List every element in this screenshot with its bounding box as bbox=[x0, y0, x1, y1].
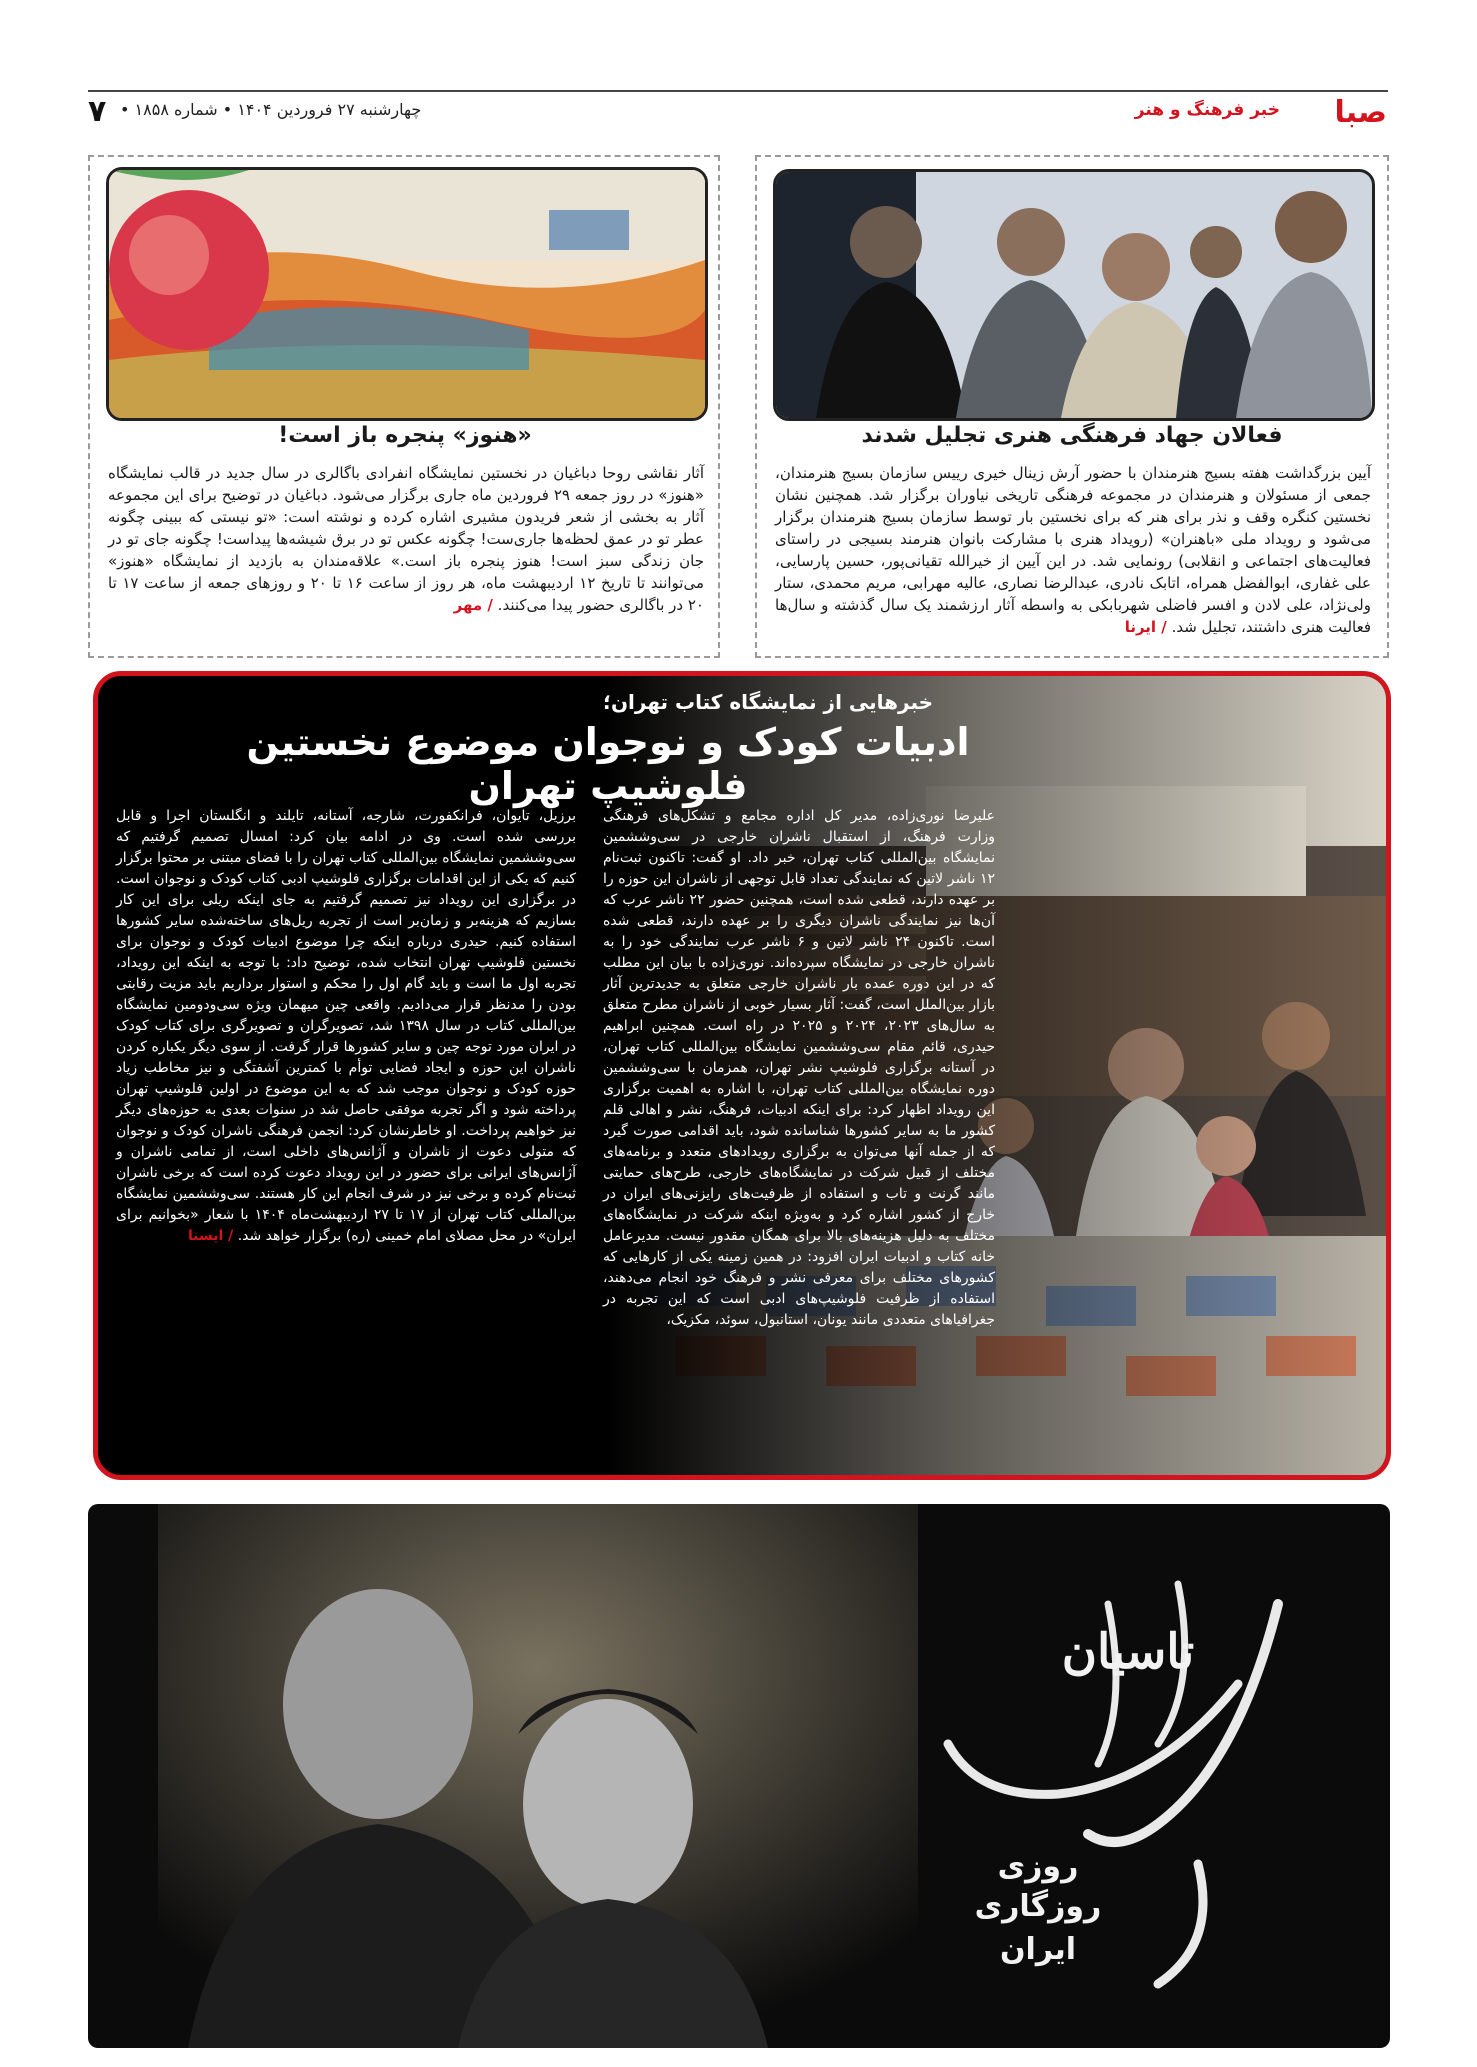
article-right-body bbox=[775, 462, 1371, 638]
article-left-text: آثار نقاشی روحا دباغیان در نخستین نمایشگاه انفرادی باگالری در سال جدید در قالب نمایشگاه «هنوز» در روز جمعه ۲۹ فروردین ماه جاری برگزار می‌شود. دباغیان در توضیح برای این مجموعه آثار به بخشی از شعر فریدون مشیری اشاره کرده و نوشته است: «تو نیستی که ببینی چگونه عطر تو در عمق لحظه‌ها جاری‌ست! چگونه عکس تو در برق شیشه‌ها پیداست! چگونه جای تو در جان زندگی سبز است! هنوز پنجره باز است.» علاقه‌مندان به بازدید از نمایشگاه «هنوز» می‌توانند تا تاریخ ۱۲ اردیبهشت ماه، هر روز از ساعت ۱۶ تا ۲۰ و روزهای جمعه از ساعت ۱۷ تا ۲۰ در باگالری حضور پیدا می‌کنند. bbox=[108, 464, 704, 614]
feature-title: ادبیات کودک و نوجوان موضوع نخستین فلوشیپ تهران bbox=[246, 720, 970, 808]
article-box-right bbox=[755, 155, 1389, 658]
feature-kicker: خبرهایی از نمایشگاه کتاب تهران؛ bbox=[602, 690, 934, 714]
article-right-title: فعالان جهاد فرهنگی هنری تجلیل شدند bbox=[861, 423, 1283, 448]
article-left-source: / مهر bbox=[453, 596, 493, 614]
actors-photo bbox=[158, 1504, 918, 2048]
series-subtitle-3: ایران bbox=[999, 1932, 1077, 1967]
article-box-left bbox=[88, 155, 720, 658]
series-title: تاسیان bbox=[1061, 1624, 1195, 1680]
article-right-text: آیین بزرگداشت هفته بسیج هنرمندان با حضور آرش زینال خیری رییس سازمان بسیج هنرمندان، جمعی از مسئولان و هنرمندان در مجموعه فرهنگی تاریخی نیاوران برگزار شد. همچنین نشان نخستین کنگره وقف و نذر برای هنر که برای نخستین بار توسط سازمان بسیج هنرمندان برگزار می‌شود و رویداد ملی «باهنران» (رویداد هنری با مشارکت بانوان هنرمند بسیجی در راستای فعالیت‌های اجتماعی و انقلابی) رونمایی شد. در این آیین از خیرالله تقیانی‌پور، حسین پارسایی، علی غفاری، ابوالفضل همراه، اتابک نادری، عبدالرضا نصاری، عالیه مهرابی، مریم محمدی، ستار ولی‌نژاد، علی لادن و افسر فاضلی شهربابکی به واسطه آثار ارزشمند یک سال گذشته و سال‌ها فعالیت هنری داشتند، تجلیل شد. bbox=[775, 464, 1371, 636]
painting-photo bbox=[106, 167, 708, 421]
feature-column-right bbox=[603, 806, 995, 1331]
header-rule bbox=[88, 90, 1388, 92]
article-left-body bbox=[108, 462, 704, 616]
article-left-title: «هنوز» پنجره باز است! bbox=[278, 423, 532, 448]
series-logo bbox=[858, 1564, 1328, 2004]
section-title: خبر فرهنگ و هنر bbox=[1134, 100, 1280, 120]
tv-series-advertisement bbox=[88, 1504, 1390, 2048]
page-number: ۷ bbox=[88, 94, 107, 129]
feature-source: / ایسنا bbox=[187, 1228, 234, 1244]
series-subtitle-1: روزی bbox=[997, 1849, 1079, 1884]
feature-right-text: علیرضا نوری‌زاده، مدیر کل اداره مجامع و تشکل‌های فرهنگی وزارت فرهنگ، از استقبال ناشران خارجی در سی‌وششمین نمایشگاه بین‌المللی کتاب تهران، خبر داد. او گفت: تاکنون ثبت‌نام ۱۲ ناشر لاتین که نمایندگی تعداد قابل توجهی از ناشران این حوزه را بر عهده دارند، قطعی شده است، همچنین حضور ۲۲ ناشر عرب که آن‌ها نیز نمایندگی ناشران دیگری را بر عهده دارند، قطعی شده است. تاکنون ۲۴ ناشر لاتین و ۶ ناشر عرب نمایندگی خود را به ناشران خارجی در نمایشگاه سپرده‌اند. نوری‌زاده با بیان این مطلب که در این دوره عمده بار ناشران خارجی متعلق به جدیدترین آثار بازار بین‌الملل است، گفت: آثار بسیار خوبی از ناشران مطرح متعلق به سال‌های ۲۰۲۳، ۲۰۲۴ و ۲۰۲۵ در راه است. همچنین ابراهیم حیدری، قائم مقام سی‌وششمین نمایشگاه بین‌المللی کتاب تهران، در آستانه برگزاری فلوشیپ نشر تهران، همزمان با سی‌وششمین دوره نمایشگاه بین‌المللی کتاب تهران، با اشاره به اهمیت برگزاری این رویداد اظهار کرد: برای اینکه ادبیات، فرهنگ، نشر و اهالی قلم کشور ما به سایر کشورها شناسانده شود، باید اقدامی صورت گیرد که از جمله آنها می‌توان به برگزاری رویدادهای متعدد و برنامه‌های مختلف از قبیل شرکت در نمایشگاه‌های خارجی، طرح‌های حمایتی مانند گرنت و تاب و استفاده از ظرفیت‌های رایزنی‌های ایران در خارج از کشور اشاره کرد و به‌ویژه اینکه شرکت در نمایشگاه‌های مختلف به دلیل هزینه‌های بالا برای همگان مقدور نیست. مدیرعامل خانه کتاب و ادبیات ایران افزود: در همین زمینه یکی از کارهایی که کشورهای مختلف برای معرفی نشر و فرهنگ خود انجام می‌دهند، استفاده از ظرفیت فلوشیپ‌های ادبی است که این تجربه در جغرافیاهای متعددی مانند یونان، استانبول، سوئد، مکزیک، bbox=[603, 808, 996, 1328]
feature-article bbox=[93, 671, 1391, 1480]
feature-left-text: برزیل، تایوان، فرانکفورت، شارجه، آستانه، تایلند و انگلستان اجرا و قابل بررسی شده است. وی در ادامه بیان کرد: امسال تصمیم گرفتیم که سی‌وششمین نمایشگاه بین‌المللی کتاب تهران را با فضای مبتنی بر محتوا برگزار کنیم که یکی از این اقدامات برگزاری فلوشیپ ادبی کتاب کودک و نوجوان است. در برگزاری این رویداد نیز تصمیم گرفتیم به جای اینکه ریلی برای این کار بسازیم که هزینه‌بر و زمان‌بر است از تجربه ریل‌های ساخته‌شده سایر کشورها استفاده کنیم. حیدری درباره اینکه چرا موضوع ادبیات کودک و نوجوان برای نخستین فلوشیپ تهران انتخاب شده، توضیح داد: با توجه به اینکه این رویداد، تجربه اول ما است و باید گام اول را محکم و استوار برداریم باید مزیت رقابتی بودن را مدنظر قرار می‌دادیم. واقعی چین میهمان ویژه سی‌ودومین نمایشگاه بین‌المللی کتاب در سال ۱۳۹۸ شد، تصویرگران و تصویرگری برای کتاب کودک در ایران مورد توجه چین و سایر کشورها قرار گرفت. از سوی دیگر یکباره کردن ناشران این حوزه و ایجاد فضایی توأم با کمترین آشفتگی و نیز مخاطب زیاد حوزه کودک و نوجوان موجب شد که به این موضوع در اولین فلوشیپ تهران پرداخته شود و اگر تجربه موفقی حاصل شد در سنوات بعدی به حوزه‌های دیگر نیز خواهیم پرداخت. او خاطرنشان کرد: انجمن فرهنگی ناشران کودک و نوجوان که متولی دعوت از ناشران و آژانس‌های داخلی است، از تمامی ناشران و آژانس‌های ایرانی برای حضور در این رویداد دعوت کرده است که برخی ناشران ثبت‌نام کرده و برخی نیز در شرف انجام این کار هستند. سی‌وششمین نمایشگاه بین‌المللی کتاب تهران از ۱۷ تا ۲۷ اردیبهشت‌ماه ۱۴۰۴ با شعار «بخوانیم برای ایران» در محل مصلای امام خمینی (ره) برگزار خواهد شد. bbox=[116, 808, 576, 1244]
article-right-source: / ایرنا bbox=[1124, 618, 1167, 636]
newspaper-logo: صبا bbox=[1334, 95, 1387, 130]
series-subtitle-2: روزگاری bbox=[974, 1889, 1102, 1924]
issue-date-line: چهارشنبه ۲۷ فروردین ۱۴۰۴ • شماره ۱۸۵۸ • bbox=[120, 100, 422, 119]
feature-column-left bbox=[116, 806, 576, 1247]
ceremony-photo bbox=[773, 169, 1375, 421]
